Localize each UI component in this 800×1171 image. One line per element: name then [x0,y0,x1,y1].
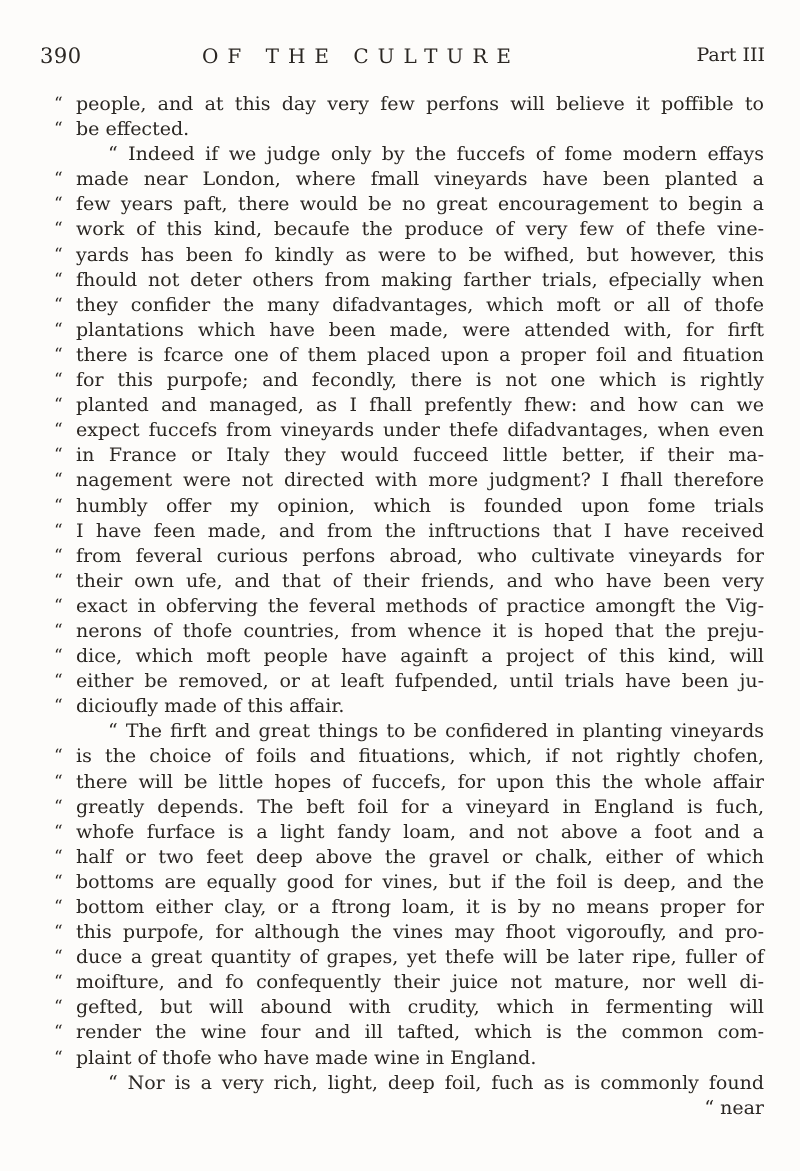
line-text: they confider the many difadvantages, which moft or all of thofe [76,293,764,316]
page-header [40,44,765,78]
quote-mark: “ [54,495,63,516]
body-text [54,92,764,1121]
quote-mark: “ [54,370,63,391]
line-text: “ Nor is a very rich, light, deep foil, fuch as is commonly found [108,1071,764,1094]
line-text: I have feen made, and from the inftructions that I have received [76,519,764,542]
line-text: duce a great quantity of grapes, yet thefe will be later ripe, fuller of [76,946,764,969]
line-text: “ The firft and great things to be confidered in planting vineyards [108,720,764,743]
quote-mark: “ [54,846,63,867]
quote-mark: “ [54,871,63,892]
quote-mark: “ [54,194,63,215]
quote-mark: “ [54,947,63,968]
text-line [76,719,764,744]
line-text: be effected. [76,118,190,141]
line-text: either be removed, or at leaft fufpended, until trials have been ju- [76,670,764,693]
line-text: moifture, and fo confequently their juice not mature, nor well di- [76,971,764,994]
quote-mark: “ [54,445,63,466]
text-line [54,970,764,995]
line-text: in France or Italy they would fucceed little better, if their ma- [76,444,764,467]
text-line [54,293,764,318]
quote-mark: “ [54,344,63,365]
text-line [54,669,764,694]
line-text: people, and at this day very few perfons will believe it poffible to [76,93,764,115]
quote-mark: “ [54,746,63,767]
quote-mark: “ [54,696,63,717]
line-text: render the wine four and ill tafted, which is the common com- [76,1021,764,1044]
line-text: plantations which have been made, were attended with, for firft [76,318,764,341]
text-line [54,468,764,493]
line-text: from feveral curious perfons abroad, who cultivate vineyards for [76,544,764,567]
text-line [54,318,764,343]
quote-mark: “ [54,821,63,842]
line-text: dicioufly made of this affair. [76,695,345,718]
quote-mark: “ [54,1047,63,1068]
text-line [54,895,764,920]
quote-mark: “ [54,646,63,667]
text-line [54,1020,764,1045]
line-text: “ Indeed if we judge only by the fuccefs of fome modern effays [108,143,764,166]
line-text: made near London, where fmall vineyards have been planted a [76,168,764,191]
line-text: half or two feet deep above the gravel or chalk, either of which [76,845,764,868]
text-line [54,795,764,820]
line-text: humbly offer my opinion, which is founded upon fome trials [76,494,764,517]
quote-mark: “ [54,771,63,792]
text-line [54,644,764,669]
text-line [54,268,764,293]
text-line [76,1071,764,1096]
quote-mark: “ [54,244,63,265]
text-line [54,519,764,544]
page-number: 390 [40,44,82,68]
line-text: fhould not deter others from making farther trials, efpecially when [76,268,764,291]
quote-mark: “ [54,570,63,591]
quote-mark: “ [54,545,63,566]
text-line [54,744,764,769]
text-line [54,167,764,192]
quote-mark: “ [54,94,63,114]
quote-mark: “ [54,319,63,340]
text-line [54,845,764,870]
text-line [54,1046,764,1071]
line-text: there is fcarce one of them placed upon a proper foil and fituation [76,343,764,366]
text-line [54,619,764,644]
quote-mark: “ [54,420,63,441]
text-line [54,594,764,619]
text-line [54,820,764,845]
quote-mark: “ [54,620,63,641]
text-line [54,117,764,142]
text-line [54,920,764,945]
line-text: greatly depends. The beft foil for a vineyard in England is fuch, [76,795,764,818]
quote-mark: “ [54,671,63,692]
text-line [76,142,764,167]
text-line [76,1096,764,1121]
line-text: dice, which moft people have againft a project of this kind, will [76,645,764,668]
text-line [54,544,764,569]
quote-mark: “ [54,972,63,993]
line-text: nagement were not directed with more judgment? I fhall therefore [76,469,764,492]
text-line [54,192,764,217]
line-text: expect fuccefs from vineyards under thefe difadvantages, when even [76,419,764,442]
quote-mark: “ [54,294,63,315]
text-line [54,217,764,242]
text-line [54,694,764,719]
quote-mark: “ [54,470,63,491]
text-line [54,92,764,117]
line-text: plaint of thofe who have made wine in England. [76,1046,537,1069]
text-line [54,443,764,468]
line-text: this purpofe, for although the vines may fhoot vigoroufly, and pro- [76,921,764,944]
text-line [54,494,764,519]
quote-mark: “ [54,796,63,817]
text-line [54,418,764,443]
text-line [54,995,764,1020]
line-text: few years paft, there would be no great encouragement to begin a [76,193,764,216]
line-text: exact in obferving the feveral methods of practice amongft the Vig- [76,594,764,617]
line-text: is the choice of foils and fituations, which, if not rightly chofen, [76,745,764,768]
line-text: planted and managed, as I fhall prefently fhew: and how can we [76,394,764,417]
text-line [54,945,764,970]
quote-mark: “ [54,119,63,140]
quote-mark: “ [54,219,63,240]
quote-mark: “ [54,269,63,290]
line-text: gefted, but will abound with crudity, which in fermenting will [76,996,764,1019]
quote-mark: “ [54,520,63,541]
text-line [54,368,764,393]
line-text: work of this kind, becaufe the produce of very few of thefe vine- [76,218,764,241]
line-text: there will be little hopes of fuccefs, for upon this the whole affair [76,770,764,793]
line-text: whofe furface is a light fandy loam, and not above a foot and a [76,820,764,843]
text-line [54,770,764,795]
text-line [54,393,764,418]
quote-mark: “ [54,169,63,190]
text-line [54,569,764,594]
line-text: for this purpofe; and fecondly, there is not one which is rightly [76,369,764,392]
text-line [54,343,764,368]
line-text: yards has been fo kindly as were to be wifhed, but however, this [76,243,764,266]
line-text: nerons of thofe countries, from whence it is hoped that the preju- [76,619,764,642]
quote-mark: “ [54,595,63,616]
line-text: their own ufe, and that of their friends, and who have been very [76,569,764,592]
quote-mark: “ [54,997,63,1018]
line-text: bottom either clay, or a ftrong loam, it is by no means proper for [76,896,764,918]
quote-mark: “ [54,1022,63,1043]
text-line [54,870,764,895]
quote-mark: “ [54,922,63,943]
running-title: OF THE CULTURE [202,44,521,68]
quote-mark: “ [54,897,63,917]
line-text: “ near [704,1096,764,1119]
quote-mark: “ [54,395,63,416]
part-label: Part III [696,44,765,66]
line-text: bottoms are equally good for vines, but if the foil is deep, and the [76,870,764,893]
text-line [54,243,764,268]
